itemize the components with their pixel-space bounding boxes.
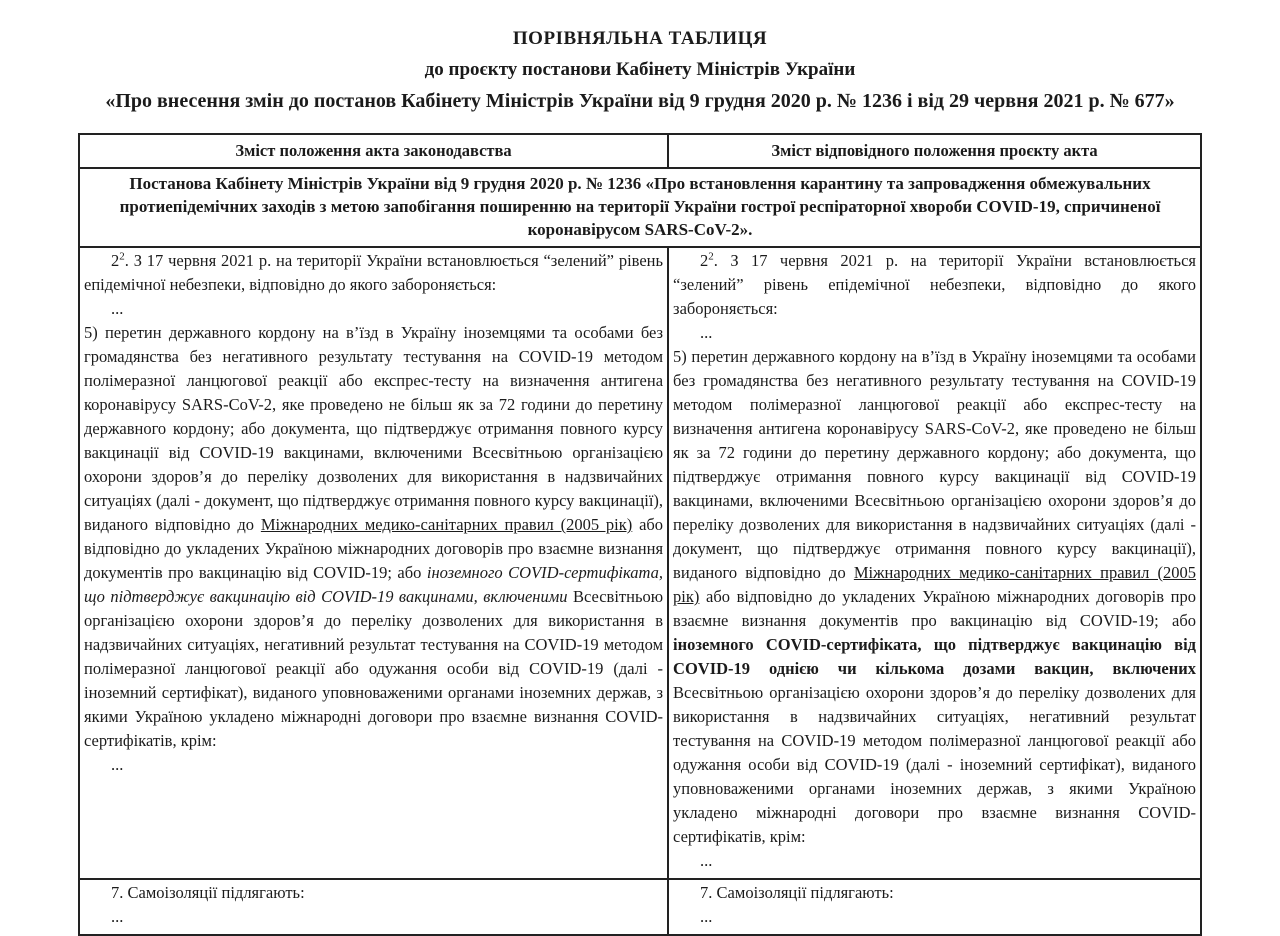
- text-segment: . З 17 червня 2021 р. на території України встановлюється “зелений” рівень епідемічної небезпеки, відповідно до якого забороняється:: [673, 251, 1196, 318]
- text-segment: ...: [111, 299, 124, 318]
- text-segment: Міжнародних медико-санітарних правил (2005 рік): [673, 563, 1197, 606]
- table-row: [79, 879, 1201, 935]
- col-header-current-law: Зміст положення акта законодавства: [79, 134, 668, 168]
- text-segment: 7. Самоізоляції підлягають:: [700, 883, 894, 902]
- section-title: Постанова Кабінету Міністрів України від 9 грудня 2020 р. № 1236 «Про встановлення карантину та запровадження обмежувальних протиепідемічних заходів з метою запобігання поширенню на території України гострої респіраторної хвороби COVID-19, спричиненої коронавірусом SARS-CoV-2».: [79, 168, 1201, 247]
- title-line-act-name: «Про внесення змін до постанов Кабінету Міністрів України від 9 грудня 2020 р. № 1236 і від 29 червня 2021 р. № 677»: [105, 90, 1175, 112]
- cell-draft-act-text: [668, 247, 1201, 879]
- paragraph: [673, 249, 1196, 321]
- text-segment: 2: [700, 251, 709, 270]
- text-segment: 5) перетин державного кордону на в’їзд в Україну іноземцями та особами без громадянства без негативного результату тестування на COVID-19 методом полімеразної ланцюгової реакції або експрес-тесту на визначення антигена коронавірусу SARS-CoV-2, яке проведено не більш як за 72 години до перетину державного кордону; або документа, що підтверджує отримання повного курсу вакцинації від COVID-19 вакцинами, включеними Всесвітньою організацією охорони здоров’я до переліку дозволених для використання в надзвичайних ситуаціях (далі - документ, що підтверджує отримання повного курсу вакцинації), виданого відповідно до: [84, 323, 664, 534]
- paragraph: [84, 905, 663, 929]
- paragraph: [673, 321, 1196, 345]
- text-segment: 2: [119, 250, 125, 263]
- text-segment: Всесвітньою організацією охорони здоров’я до переліку дозволених для використання в надзвичайних ситуаціях, негативний результат тестування на COVID-19 методом полімеразної ланцюгової реакції або одужання особи від COVID-19 (далі - іноземний сертифікат), виданого уповноваженими органами іноземних держав, з якими Україною укладено міжнародні договори про взаємне визнання COVID-сертифікатів, крім:: [673, 683, 1196, 846]
- paragraph: [84, 249, 663, 297]
- cell-draft-act-item7: [668, 879, 1201, 935]
- paragraph: [84, 881, 663, 905]
- section-title-row: [79, 168, 1201, 247]
- table-row: [79, 247, 1201, 879]
- paragraph: [84, 297, 663, 321]
- text-segment: або відповідно до укладених Україною міжнародних договорів про взаємне визнання документів про вакцинацію від COVID-19; або: [673, 587, 1196, 630]
- text-segment: 2: [111, 251, 120, 270]
- paragraph: [84, 753, 663, 777]
- comparison-table: [78, 133, 1202, 936]
- text-segment: ...: [111, 755, 124, 774]
- text-segment: іноземного COVID-сертифіката, що підтверджує вакцинацію від COVID-19 однією чи кількома дозами вакцин, включених: [673, 635, 1196, 678]
- text-segment: 7. Самоізоляції підлягають:: [111, 883, 305, 902]
- text-segment: Міжнародних медико-санітарних правил (2005 рік): [260, 515, 633, 534]
- title-line-main: ПОРІВНЯЛЬНА ТАБЛИЦЯ: [512, 28, 768, 49]
- paragraph: [673, 881, 1196, 905]
- text-segment: ...: [700, 323, 713, 342]
- col-header-draft-act: Зміст відповідного положення проєкту акта: [668, 134, 1201, 168]
- text-segment: ...: [700, 851, 713, 870]
- cell-current-law-text: [79, 247, 668, 879]
- document-title: [0, 0, 1280, 113]
- text-segment: . З 17 червня 2021 р. на території України встановлюється “зелений” рівень епідемічної небезпеки, відповідно до якого забороняється:: [84, 251, 664, 294]
- title-line-subtitle: до проєкту постанови Кабінету Міністрів України: [424, 59, 856, 80]
- text-segment: 5) перетин державного кордону на в’їзд в Україну іноземцями та особами без громадянства без негативного результату тестування на COVID-19 методом полімеразної ланцюгової реакції або експрес-тесту на визначення антигена коронавірусу SARS-CoV-2, яке проведено не більш як за 72 години до перетину державного кордону; або документа, що підтверджує отримання повного курсу вакцинації від COVID-19 вакцинами, включеними Всесвітньою організацією охорони здоров’я до переліку дозволених для використання в надзвичайних ситуаціях (далі - документ, що підтверджує отримання повного курсу вакцинації), виданого відповідно до: [673, 347, 1196, 582]
- cell-current-law-item7: [79, 879, 668, 935]
- paragraph: [673, 345, 1196, 849]
- text-segment: або відповідно до укладених Україною міжнародних договорів про взаємне визнання документів про вакцинацію від COVID-19; або: [84, 515, 664, 582]
- paragraph: [673, 849, 1196, 873]
- text-segment: іноземного COVID-сертифіката, що підтверджує вакцинацію від COVID-19 вакцинами, включеними: [84, 563, 664, 606]
- text-segment: ...: [700, 907, 713, 926]
- paragraph: [84, 321, 663, 753]
- text-segment: ...: [111, 907, 124, 926]
- paragraph: [673, 905, 1196, 929]
- text-segment: 2: [708, 250, 714, 263]
- table-header-row: [79, 134, 1201, 168]
- text-segment: Всесвітньою організацією охорони здоров’я до переліку дозволених для використання в надзвичайних ситуаціях, негативний результат тестування на COVID-19 методом полімеразної ланцюгової реакції або одужання особи від COVID-19 (далі - іноземний сертифікат), виданого уповноваженими органами іноземних держав, з якими Україною укладено міжнародні договори про взаємне визнання COVID-сертифікатів, крім:: [84, 587, 664, 750]
